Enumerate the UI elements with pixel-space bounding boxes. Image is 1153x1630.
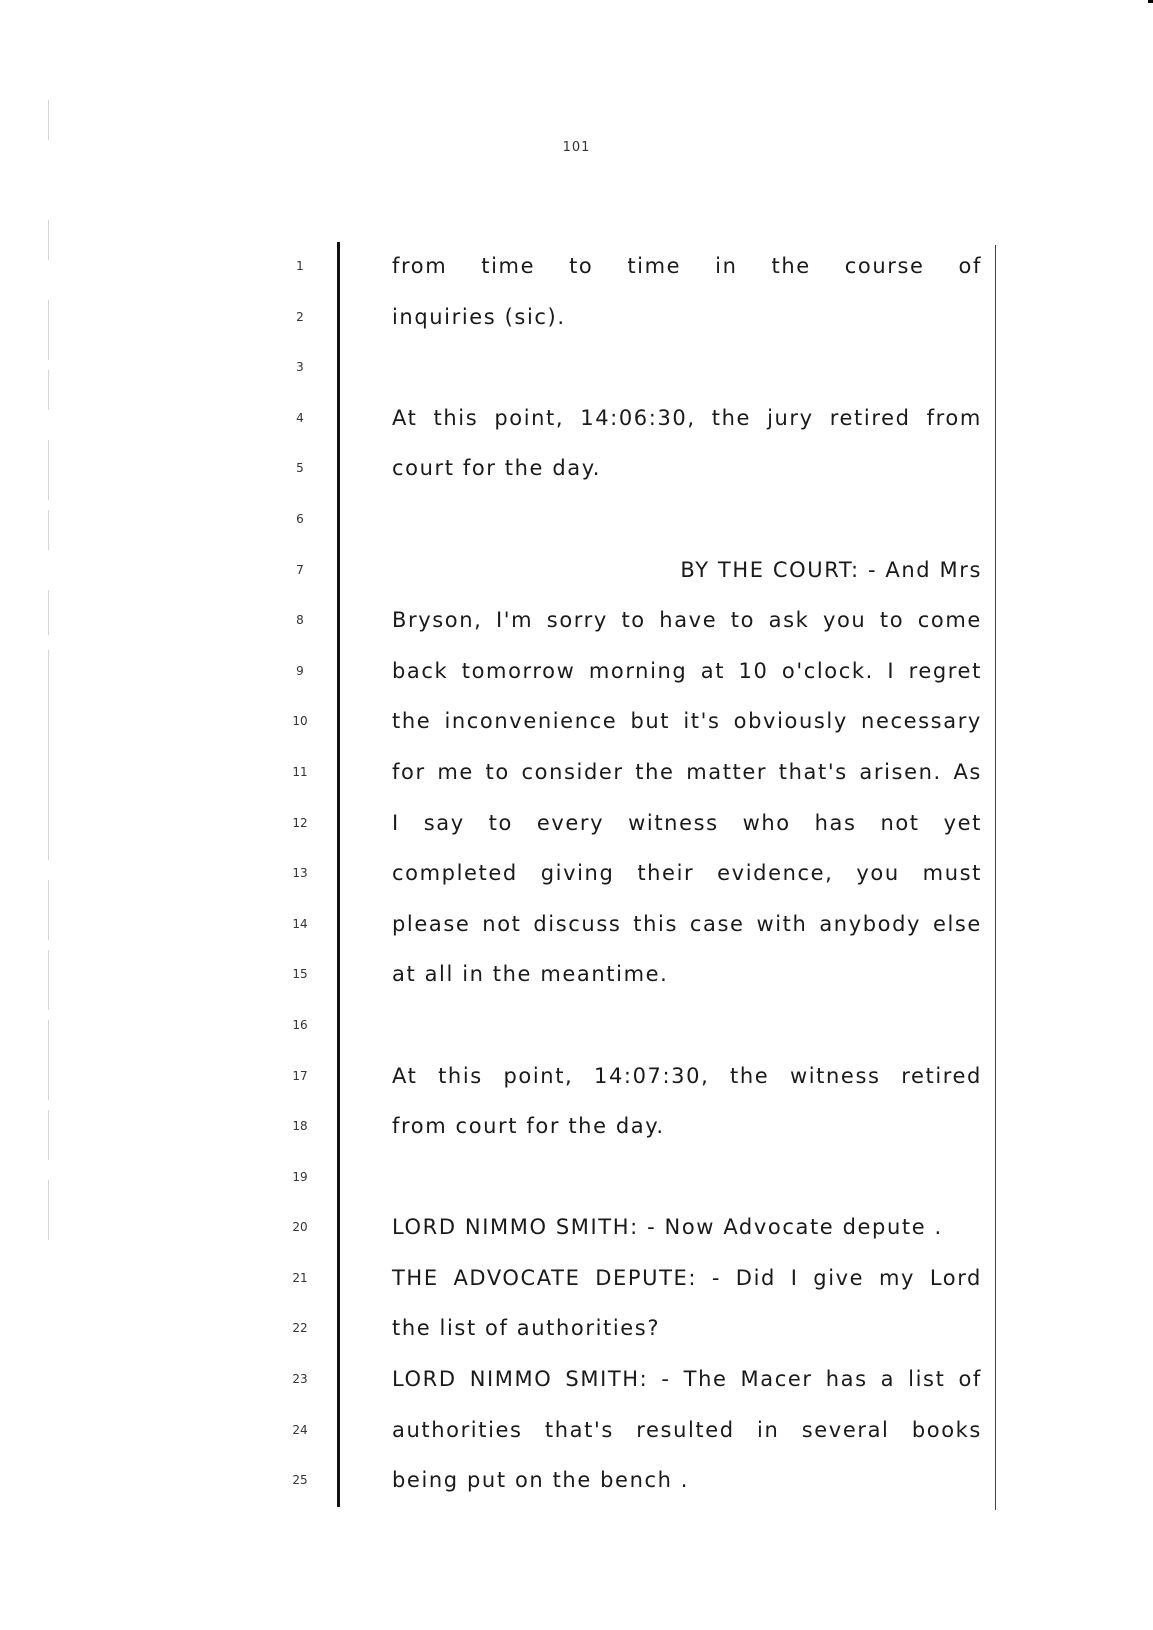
transcript-word: the	[392, 709, 432, 734]
transcript-line: at all in the meantime.	[392, 962, 669, 987]
transcript-word: case	[689, 911, 745, 936]
transcript-word: 14:06:30,	[580, 405, 696, 430]
transcript-word: As	[953, 759, 982, 784]
transcript-word: At	[392, 405, 418, 430]
transcript-word: in	[715, 254, 738, 278]
transcript-word: of	[958, 254, 982, 278]
transcript-word: to	[485, 759, 510, 784]
transcript-word: -	[661, 1367, 671, 1392]
transcript-word: of	[958, 1367, 982, 1392]
transcript-line	[392, 1160, 982, 1211]
transcript-word: have	[659, 608, 718, 633]
transcript-word: this	[438, 1063, 483, 1088]
transcript-word: LORD	[392, 1367, 457, 1392]
transcript-word: you	[856, 861, 900, 886]
transcript-word: in	[757, 1417, 780, 1442]
transcript-line: inquiries (sic).	[392, 304, 566, 329]
transcript-word: The	[683, 1367, 728, 1392]
transcript-line: from court for the day.	[392, 1114, 665, 1139]
transcript-word: give	[813, 1265, 865, 1290]
transcript-word: it's	[683, 709, 721, 734]
transcript-word: I	[392, 810, 400, 835]
line-number: 17	[292, 1068, 308, 1083]
transcript-line	[392, 755, 982, 806]
transcript-line: the list of authorities?	[392, 1316, 661, 1341]
transcript-word: come	[917, 608, 982, 633]
transcript-word: course	[844, 254, 925, 278]
line-number: 8	[296, 613, 304, 628]
transcript-word: 14:07:30,	[593, 1063, 710, 1088]
transcript-word: that's	[778, 759, 848, 784]
transcript-word: resulted	[636, 1417, 735, 1442]
transcript-line	[392, 1413, 982, 1464]
transcript-word: completed	[392, 861, 518, 886]
transcript-line	[392, 249, 982, 300]
transcript-word: retired	[901, 1063, 982, 1088]
transcript-line	[392, 502, 982, 553]
line-number: 3	[296, 360, 304, 375]
transcript-word: this	[633, 911, 679, 936]
transcript-word: to	[621, 608, 646, 633]
transcript-line	[392, 401, 982, 452]
transcript-word: you	[822, 608, 867, 633]
transcript-word: -	[711, 1265, 722, 1290]
transcript-word: evidence,	[717, 861, 834, 886]
page-number: 101	[562, 140, 591, 155]
transcript-line	[392, 1059, 982, 1110]
transcript-line	[392, 907, 982, 958]
transcript-word: else	[932, 911, 982, 936]
line-number: 9	[296, 663, 304, 678]
line-number: 13	[292, 866, 308, 881]
transcript-word: the	[771, 254, 811, 278]
transcript-word: regret	[908, 658, 982, 683]
transcript-word: 10	[738, 658, 769, 683]
transcript-word: I'm	[496, 608, 534, 633]
transcript-word: witness	[789, 1063, 881, 1088]
transcript-word: who	[742, 810, 791, 835]
transcript-word: a	[880, 1367, 896, 1392]
transcript-line	[392, 1008, 982, 1059]
transcript-word: for	[392, 759, 426, 784]
transcript-word: witness	[628, 810, 719, 835]
line-number: 10	[292, 714, 308, 729]
transcript-word: time	[481, 254, 536, 278]
line-number: 6	[296, 511, 304, 526]
transcript-word: the	[730, 1063, 770, 1088]
transcript-word: to	[569, 254, 594, 278]
transcript-word: ADVOCATE	[453, 1265, 581, 1290]
transcript-word: to	[730, 608, 756, 633]
transcript-word: Bryson,	[392, 608, 483, 633]
transcript-word: Did	[735, 1265, 776, 1290]
line-number: 18	[292, 1119, 308, 1134]
transcript-line	[392, 704, 982, 755]
transcript-line	[392, 654, 982, 705]
transcript-word: with	[756, 911, 808, 936]
transcript-line	[392, 350, 982, 401]
line-number: 22	[292, 1321, 308, 1336]
transcript-word: from	[392, 254, 448, 278]
transcript-word: I	[887, 658, 896, 683]
line-number: 24	[292, 1422, 308, 1437]
transcript-word: At	[392, 1063, 418, 1088]
transcript-word: back	[392, 658, 449, 683]
transcript-word: Lord	[929, 1265, 982, 1290]
transcript-word: jury	[767, 405, 814, 430]
transcript-word: tomorrow	[461, 658, 576, 683]
transcript-word: retired	[829, 405, 911, 430]
transcript-word: to	[488, 810, 513, 835]
transcript-word: giving	[540, 861, 615, 886]
transcript-word: the	[635, 759, 675, 784]
transcript-word: but	[630, 709, 671, 734]
line-number: 2	[296, 309, 304, 324]
transcript-line	[392, 1261, 982, 1312]
transcript-line	[392, 603, 982, 654]
transcript-word: SMITH:	[565, 1367, 649, 1392]
line-number: 15	[292, 967, 308, 982]
transcript-word: every	[536, 810, 605, 835]
transcript-word: ask	[768, 608, 810, 633]
transcript-word: from	[926, 405, 982, 430]
transcript-line: court for the day.	[392, 456, 602, 481]
line-number: 11	[292, 764, 308, 779]
transcript-word: yet	[943, 810, 982, 835]
transcript-word: Macer	[740, 1367, 813, 1392]
transcript-word: arisen.	[859, 759, 942, 784]
transcript-word: my	[878, 1265, 916, 1290]
transcript-line	[392, 806, 982, 857]
line-number: 7	[296, 562, 304, 577]
transcript-word: their	[637, 861, 695, 886]
transcript-word: NIMMO	[469, 1367, 553, 1392]
line-number: 21	[292, 1270, 308, 1285]
transcript-word: anybody	[819, 911, 922, 936]
transcript-word: this	[433, 405, 479, 430]
transcript-word: has	[814, 810, 857, 835]
transcript-word: sorry	[546, 608, 608, 633]
transcript-line	[392, 1362, 982, 1413]
line-number: 5	[296, 461, 304, 476]
transcript-word: time	[627, 254, 682, 278]
transcript-body	[392, 249, 982, 1514]
transcript-word: books	[911, 1417, 982, 1442]
line-number: 4	[296, 410, 304, 425]
transcript-word: the	[711, 405, 751, 430]
transcript-word: point,	[494, 405, 565, 430]
transcript-line: BY THE COURT: - And Mrs	[680, 557, 982, 582]
line-number: 12	[292, 815, 308, 830]
transcript-word: THE	[392, 1265, 439, 1290]
transcript-word: matter	[686, 759, 768, 784]
scan-corner-mark	[1148, 0, 1153, 3]
transcript-word: say	[423, 810, 465, 835]
transcript-word: morning	[588, 658, 688, 683]
transcript-word: must	[922, 861, 982, 886]
right-margin-rule	[995, 245, 996, 1510]
transcript-word: several	[801, 1417, 890, 1442]
line-number: 1	[296, 259, 304, 273]
scan-margin-marks	[42, 90, 72, 1530]
transcript-word: obviously	[733, 709, 848, 734]
transcript-word: not	[482, 911, 522, 936]
transcript-word: DEPUTE:	[595, 1265, 698, 1290]
transcript-line: LORD NIMMO SMITH: - Now Advocate depute .	[392, 1215, 943, 1240]
line-number: 23	[292, 1372, 308, 1387]
transcript-word: has	[825, 1367, 868, 1392]
transcript-word: discuss	[533, 911, 622, 936]
transcript-word: I	[790, 1265, 799, 1290]
line-number: 25	[292, 1473, 308, 1488]
left-margin-rule	[337, 242, 340, 1507]
transcript-word: that's	[544, 1417, 614, 1442]
transcript-word: o'clock.	[781, 658, 874, 683]
transcript-word: necessary	[861, 709, 982, 734]
transcript-word: not	[880, 810, 920, 835]
line-number: 16	[292, 1017, 308, 1032]
transcript-word: please	[392, 911, 471, 936]
transcript-line: being put on the bench .	[392, 1468, 690, 1493]
transcript-line	[392, 856, 982, 907]
line-number: 20	[292, 1220, 308, 1235]
transcript-word: at	[700, 658, 726, 683]
transcript-word: inconvenience	[444, 709, 618, 734]
line-number: 14	[292, 916, 308, 931]
transcript-word: to	[879, 608, 905, 633]
transcript-word: list	[908, 1367, 946, 1392]
line-number-column	[280, 249, 320, 1514]
transcript-word: consider	[521, 759, 624, 784]
line-number: 19	[292, 1169, 308, 1184]
transcript-word: authorities	[392, 1417, 523, 1442]
transcript-word: me	[437, 759, 474, 784]
transcript-word: point,	[503, 1063, 574, 1088]
